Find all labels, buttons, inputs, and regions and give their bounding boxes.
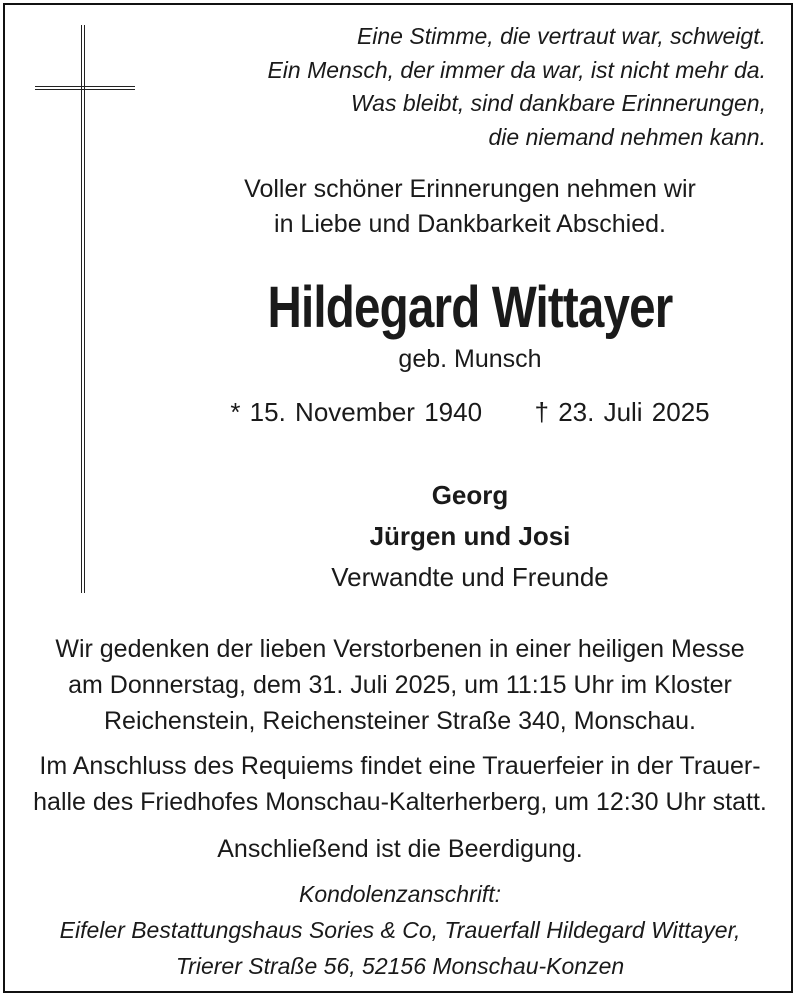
ceremony-announcement (30, 748, 770, 820)
condolence-line: Eifeler Bestattungshaus Sories & Co, Trauerfall Hildegard Wittayer, (59, 917, 741, 943)
poem (206, 20, 766, 154)
poem-line: Eine Stimme, die vertraut war, schweigt. (356, 23, 766, 49)
mass-line: am Donnerstag, dem 31. Juli 2025, um 11:15 Uhr im Kloster (68, 671, 732, 699)
life-dates (200, 397, 740, 428)
family-line: Georg (431, 480, 509, 510)
poem-line: Was bleibt, sind dankbare Erinnerungen, (350, 90, 766, 116)
mass-line: Wir gedenken der lieben Verstorbenen in einer heiligen Messe (55, 635, 745, 663)
poem-line: die niemand nehmen kann. (488, 123, 766, 150)
cross-icon (81, 25, 85, 593)
family-line: Jürgen und Josi (369, 521, 571, 551)
family-signatures (200, 475, 740, 598)
mass-line: Reichenstein, Reichensteiner Straße 340, Monschau. (104, 707, 696, 735)
born-name: geb. Munsch (398, 345, 542, 373)
condolence-line: Trierer Straße 56, 52156 Monschau-Konzen (175, 953, 625, 979)
mass-announcement (30, 631, 770, 739)
poem-line: Ein Mensch, der immer da war, ist nicht mehr da. (267, 56, 766, 83)
cross-bar (35, 86, 135, 90)
birth-date: * 15. November 1940 (230, 397, 483, 427)
intro-line: Voller schöner Erinnerungen nehmen wir (244, 175, 696, 203)
deceased-name: Hildegard Wittayer (267, 275, 673, 340)
ceremony-line: halle des Friedhofes Monschau-Kalterherberg, um 12:30 Uhr statt. (33, 788, 767, 816)
family-line: Verwandte und Freunde (331, 562, 609, 592)
condolence-label: Kondolenzanschrift: (298, 881, 501, 907)
condolence-address (30, 876, 770, 984)
intro-line: in Liebe und Dankbarkeit Abschied. (274, 210, 666, 238)
burial-announcement: Anschließend ist die Beerdigung. (217, 835, 583, 863)
death-date: † 23. Juli 2025 (534, 397, 710, 427)
intro-text (200, 172, 740, 242)
ceremony-line: Im Anschluss des Requiems findet eine Trauerfeier in der Trauer- (39, 752, 761, 780)
